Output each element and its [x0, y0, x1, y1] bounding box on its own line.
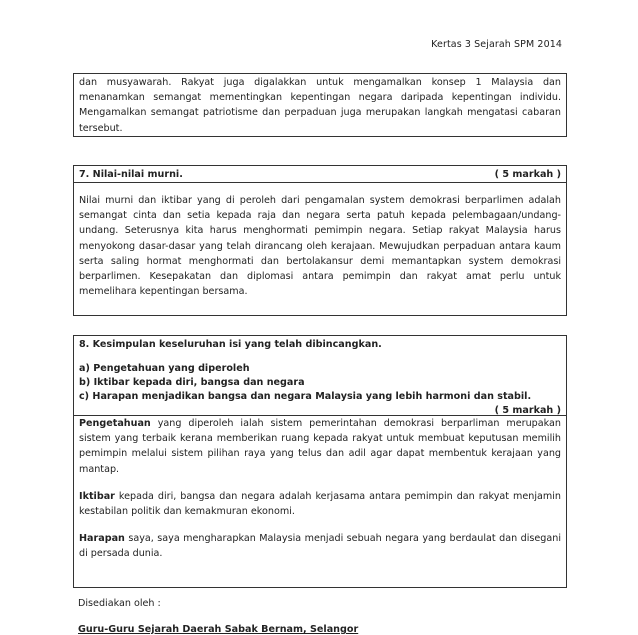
section-8-marks: ( 5 markah ) — [494, 405, 561, 416]
section-8-item-c: c) Harapan menjadikan bangsa dan negara Malaysia yang lebih harmoni dan stabil. — [79, 391, 532, 402]
section-8-header — [73, 335, 567, 416]
lead-pengetahuan: Pengetahuan — [79, 418, 151, 429]
prepared-by-label: Disediakan oleh : — [78, 598, 161, 609]
text-pengetahuan: yang diperoleh ialah sistem pemerintahan demokrasi berparliman merupakan sistem yang terbaik kerana memberikan ruang kepada rakyat untuk membuat keputusan memilih pemimpin melalui sistem pilihan raya yang telus dan adil agar dapat membentuk kerajaan yang mantap. — [79, 418, 561, 475]
section-7-header — [73, 165, 567, 183]
section-7-title: 7. Nilai-nilai murni. — [79, 169, 183, 180]
section-7-text: Nilai murni dan iktibar yang di peroleh dari pengamalan system demokrasi berparlimen adalah semangat cinta dan setia kepada raja dan negara serta patuh kepada pelembagaan/undang-undang. Seterusnya kita harus menghormati pemimpin negara. Setiap rakyat Malaysia harus menyokong dasar-dasar yang telah dirancang oleh kerajaan. Mewujudkan perpaduan antara kaum serta saling hormat menghormati dan bertolakansur demi memantapkan system demokrasi berparlimen. Kesepakatan dan diplomasi antara pemimpin dan rakyat amat perlu untuk memelihara kepentingan bersama. — [79, 195, 561, 298]
page-header: Kertas 3 Sejarah SPM 2014 — [431, 39, 562, 50]
section-8-item-b: b) Iktibar kepada diri, bangsa dan negara — [79, 377, 305, 388]
section-1-text: dan musyawarah. Rakyat juga digalakkan untuk mengamalkan konsep 1 Malaysia dan menanamkan semangat mementingkan kepentingan negara daripada kepentingan individu. Mengamalkan semangat patriotisme dan perpaduan juga merupakan langkah mengatasi cabaran tersebut. — [79, 77, 561, 134]
paragraph-harapan — [79, 531, 561, 561]
section-8-body — [73, 415, 567, 588]
section-7-body — [73, 182, 567, 316]
section-8-item-a: a) Pengetahuan yang diperoleh — [79, 363, 250, 374]
paragraph-iktibar — [79, 489, 561, 519]
author-credit: Guru-Guru Sejarah Daerah Sabak Bernam, Selangor — [78, 624, 359, 635]
lead-iktibar: Iktibar — [79, 490, 115, 502]
paragraph-pengetahuan — [79, 416, 561, 477]
section-8-title: 8. Kesimpulan keseluruhan isi yang telah dibincangkan. — [79, 339, 382, 350]
text-iktibar: kepada diri, bangsa dan negara adalah kerjasama antara pemimpin dan rakyat menjamin kestabilan politik dan kemakmuran ekonomi. — [79, 490, 561, 518]
text-harapan: saya, saya mengharapkan Malaysia menjadi sebuah negara yang berdaulat dan disegani di persada dunia. — [79, 533, 561, 560]
lead-harapan: Harapan — [79, 533, 125, 545]
section-7-marks: ( 5 markah ) — [494, 169, 561, 180]
section-1-box — [73, 73, 567, 137]
